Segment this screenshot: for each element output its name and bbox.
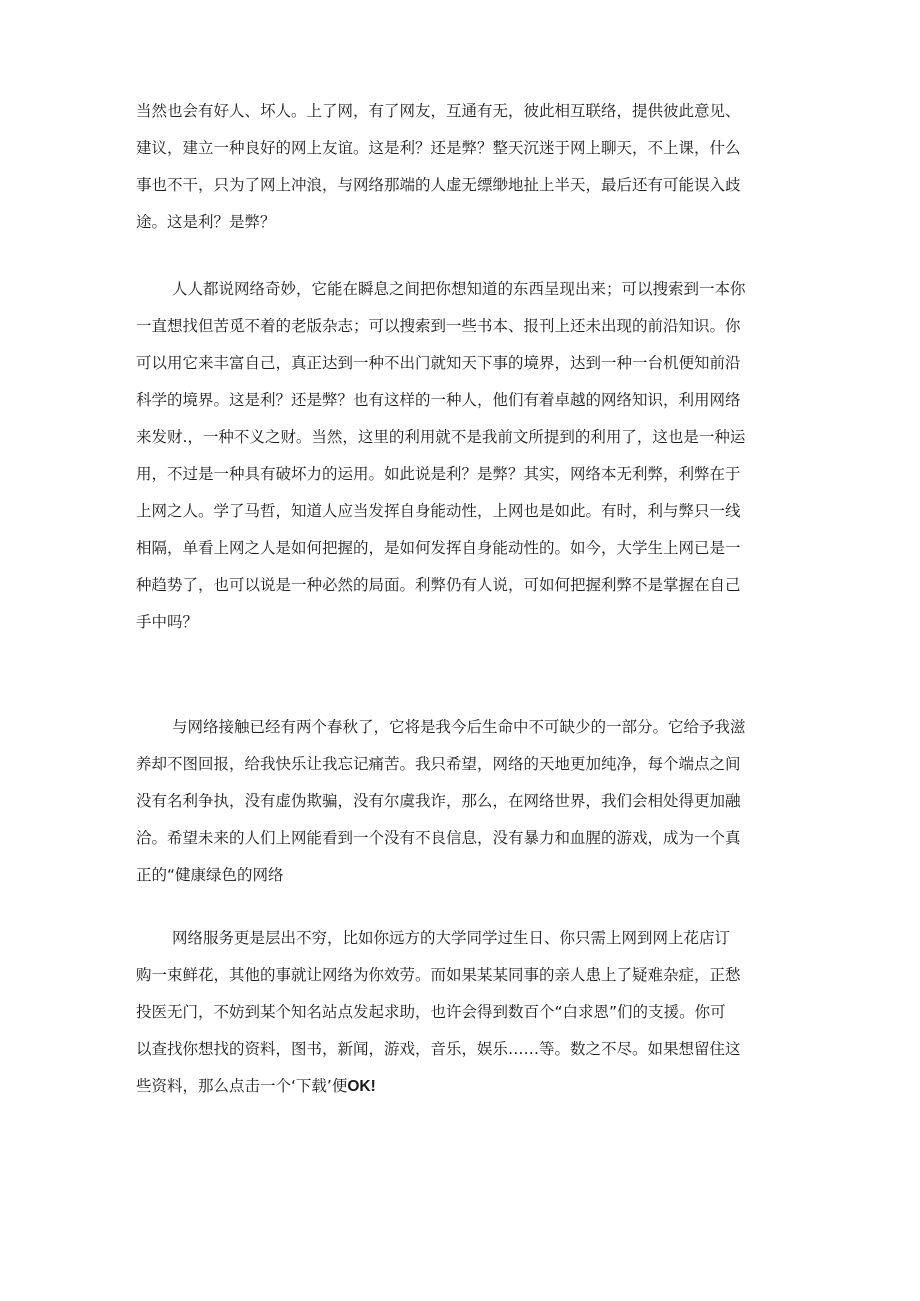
text-line: 人人都说网络奇妙，它能在瞬息之间把你想知道的东西呈现出来；可以搜索到一本你: [172, 280, 746, 298]
text-line: 投医无门，不妨到某个知名站点发起求助，也许会得到数百个“白求恩”们的支援。你可: [136, 1003, 726, 1021]
text-line: 与网络接触已经有两个春秋了，它将是我今后生命中不可缺少的一部分。它给予我滋: [172, 718, 746, 736]
text-line: 当然也会有好人、坏人。上了网，有了网友，互通有无，彼此相互联络，提供彼此意见、: [136, 102, 741, 120]
text-line: 没有名利争执，没有虚伪欺骗，没有尔虞我诈，那么，在网络世界，我们会相处得更加融: [136, 792, 741, 810]
text-line-content: 些资料，那么点击一个‘下载’便: [136, 1077, 348, 1095]
text-line: 以查找你想找的资料，图书，新闻，游戏，音乐，娱乐……等。数之不尽。如果想留住这: [136, 1040, 741, 1058]
text-line: 建议，建立一种良好的网上友谊。这是利？还是弊？整天沉迷于网上聊天，不上课，什么: [136, 139, 741, 157]
text-line: 可以用它来丰富自己，真正达到一种不出门就知天下事的境界，达到一种一台机便知前沿: [136, 354, 741, 372]
text-line-last: [136, 1068, 796, 1105]
text-line: 正的“健康绿色的网络: [136, 866, 284, 884]
text-line: 购一束鲜花，其他的事就让网络为你效劳。而如果某某同事的亲人患上了疑难杂症，正愁: [136, 966, 741, 984]
text-line: 用，不过是一种具有破坏力的运用。如此说是利？是弊？其实，网络本无利弊，利弊在于: [136, 465, 741, 483]
text-line: 事也不干，只为了网上冲浪，与网络那端的人虚无缥缈地扯上半天，最后还有可能误入歧: [136, 176, 741, 194]
text-line: 途。这是利？是弊？: [136, 213, 276, 231]
text-line: 上网之人。学了马哲，知道人应当发挥自身能动性，上网也是如此。有时，利与弊只一线: [136, 502, 741, 520]
text-line: 来发财.，一种不义之财。当然，这里的利用就不是我前文所提到的利用了，这也是一种运: [136, 428, 746, 446]
text-line: 手中吗？: [136, 613, 199, 631]
text-line: 洽。希望未来的人们上网能看到一个没有不良信息，没有暴力和血腥的游戏，成为一个真: [136, 829, 741, 847]
text-line: 网络服务更是层出不穷，比如你远方的大学同学过生日、你只需上网到网上花店订: [172, 929, 731, 947]
paragraph-1: [136, 93, 796, 241]
text-line: 养却不图回报，给我快乐让我忘记痛苦。我只希望，网络的天地更加纯净，每个端点之间: [136, 755, 741, 773]
paragraph-4: [136, 920, 796, 1105]
paragraph-2: [136, 271, 796, 641]
paragraph-3: [136, 709, 796, 894]
text-line: 科学的境界。这是利？还是弊？也有这样的一种人，他们有着卓越的网络知识，利用网络: [136, 391, 741, 409]
ok-emphasis: OK!: [347, 1078, 376, 1095]
text-line: 相隔，单看上网之人是如何把握的，是如何发挥自身能动性的。如今，大学生上网已是一: [136, 539, 741, 557]
text-line: 种趋势了，也可以说是一种必然的局面。利弊仍有人说，可如何把握利弊不是掌握在自己: [136, 576, 741, 594]
text-line: 一直想找但苦觅不着的老版杂志；可以搜索到一些书本、报刊上还未出现的前沿知识。你: [136, 317, 741, 335]
